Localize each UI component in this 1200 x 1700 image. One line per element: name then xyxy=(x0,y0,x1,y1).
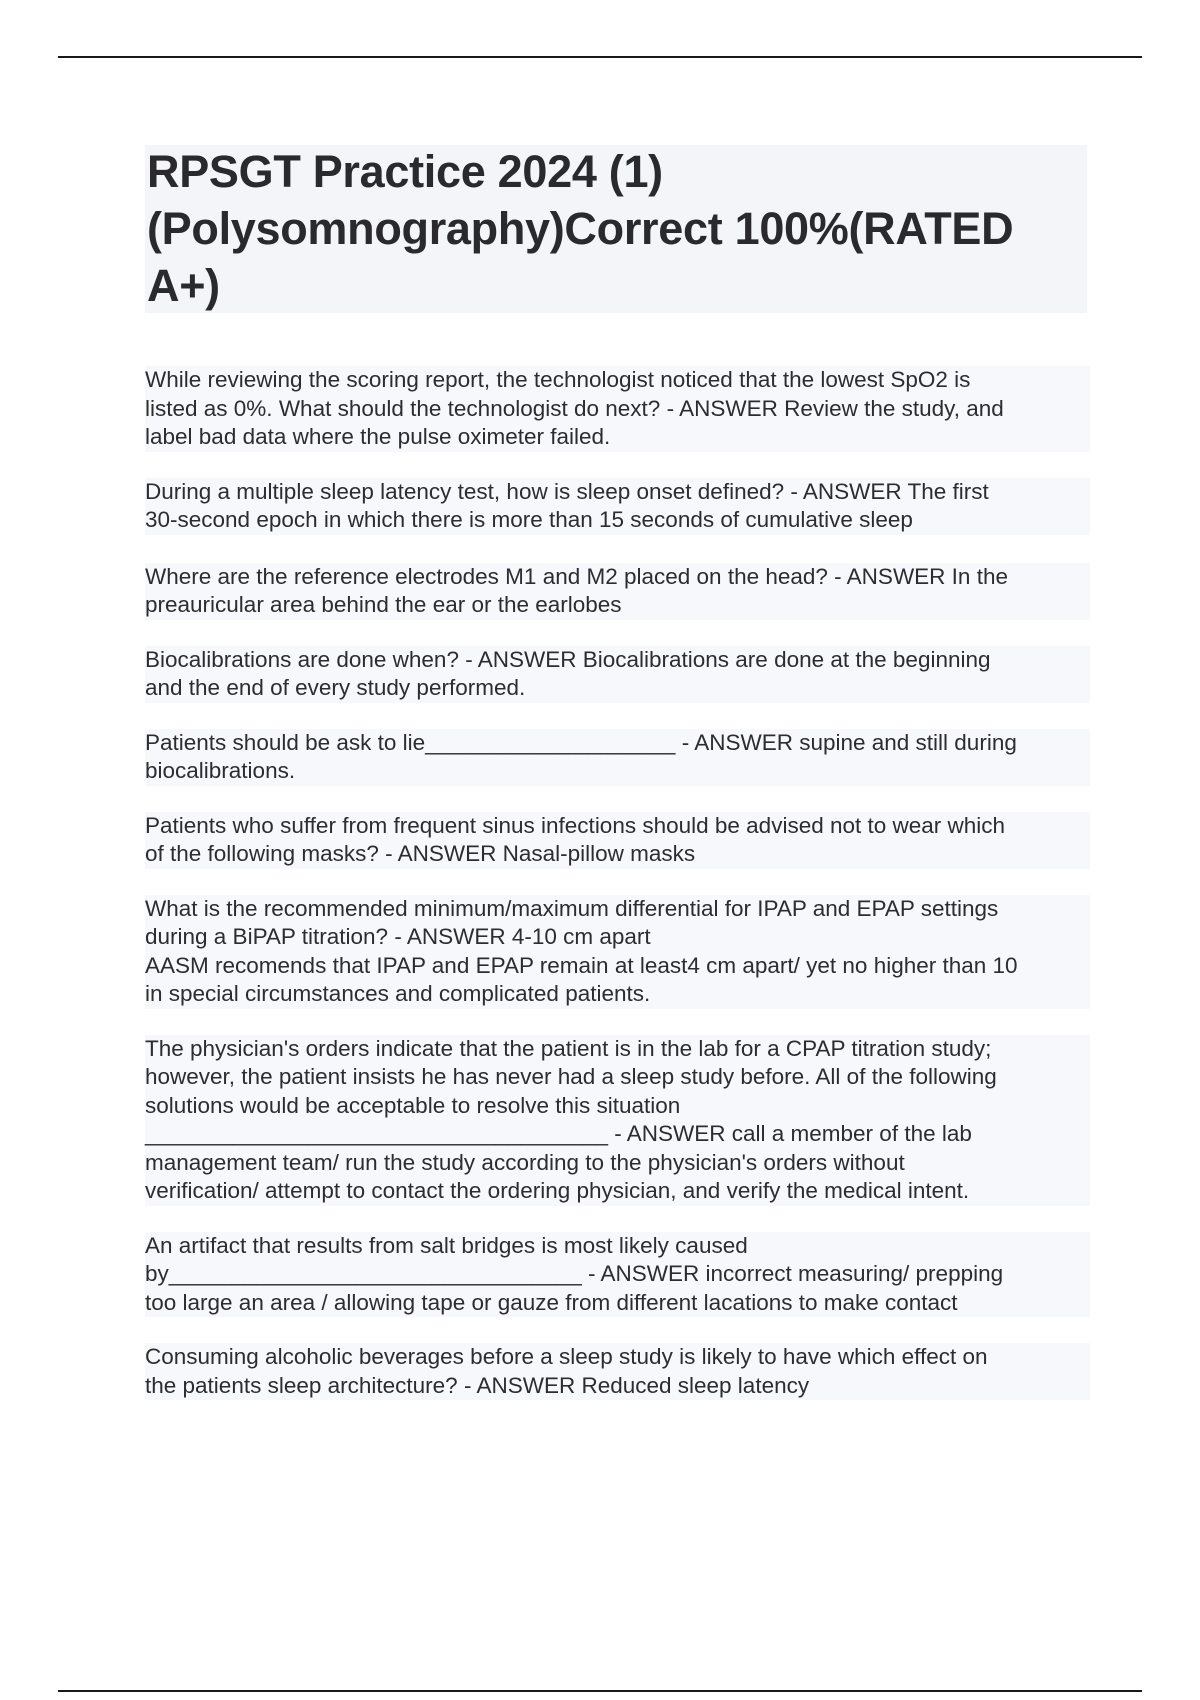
title-block xyxy=(145,145,1087,313)
qa-item: Where are the reference electrodes M1 and M2 placed on the head? - ANSWER In the preauricular area behind the ear or the earlobes xyxy=(145,563,1090,620)
document-title: RPSGT Practice 2024 (1) (Polysomnography)Correct 100%(RATED A+) xyxy=(147,146,1014,311)
qa-item: An artifact that results from salt bridges is most likely caused by_________________________________ - ANSWER incorrect measuring/ prepping too large an area / allowing tape or gauze from different lacations to make contact xyxy=(145,1232,1090,1318)
qa-item: Patients who suffer from frequent sinus infections should be advised not to wear which of the following masks? - ANSWER Nasal-pillow masks xyxy=(145,812,1090,869)
qa-item: What is the recommended minimum/maximum differential for IPAP and EPAP settings during a BiPAP titration? - ANSWER 4-10 cm apart AASM recomends that IPAP and EPAP remain at least4 cm apart/ yet no higher than 10 in special circumstances and complicated patients. xyxy=(145,895,1090,1009)
qa-item: Patients should be ask to lie____________________ - ANSWER supine and still during biocalibrations. xyxy=(145,729,1090,786)
qa-item: Biocalibrations are done when? - ANSWER Biocalibrations are done at the beginning and the end of every study performed. xyxy=(145,646,1090,703)
header-rule xyxy=(58,56,1142,58)
qa-item: Consuming alcoholic beverages before a sleep study is likely to have which effect on the patients sleep architecture? - ANSWER Reduced sleep latency xyxy=(145,1343,1090,1400)
qa-item: During a multiple sleep latency test, how is sleep onset defined? - ANSWER The first 30-second epoch in which there is more than 15 seconds of cumulative sleep xyxy=(145,478,1090,535)
qa-item: The physician's orders indicate that the patient is in the lab for a CPAP titration study; however, the patient insists he has never had a sleep study before. All of the following solutions would be acceptable to resolve this situation _____________________________________ - ANSWER call a member of the lab management team/ run the study according to the physician's orders without verification/ attempt to contact the ordering physician, and verify the medical intent. xyxy=(145,1035,1090,1206)
qa-list xyxy=(145,366,1090,1426)
qa-item: While reviewing the scoring report, the technologist noticed that the lowest SpO2 is listed as 0%. What should the technologist do next? - ANSWER Review the study, and label bad data where the pulse oximeter failed. xyxy=(145,366,1090,452)
footer-rule xyxy=(58,1690,1142,1692)
